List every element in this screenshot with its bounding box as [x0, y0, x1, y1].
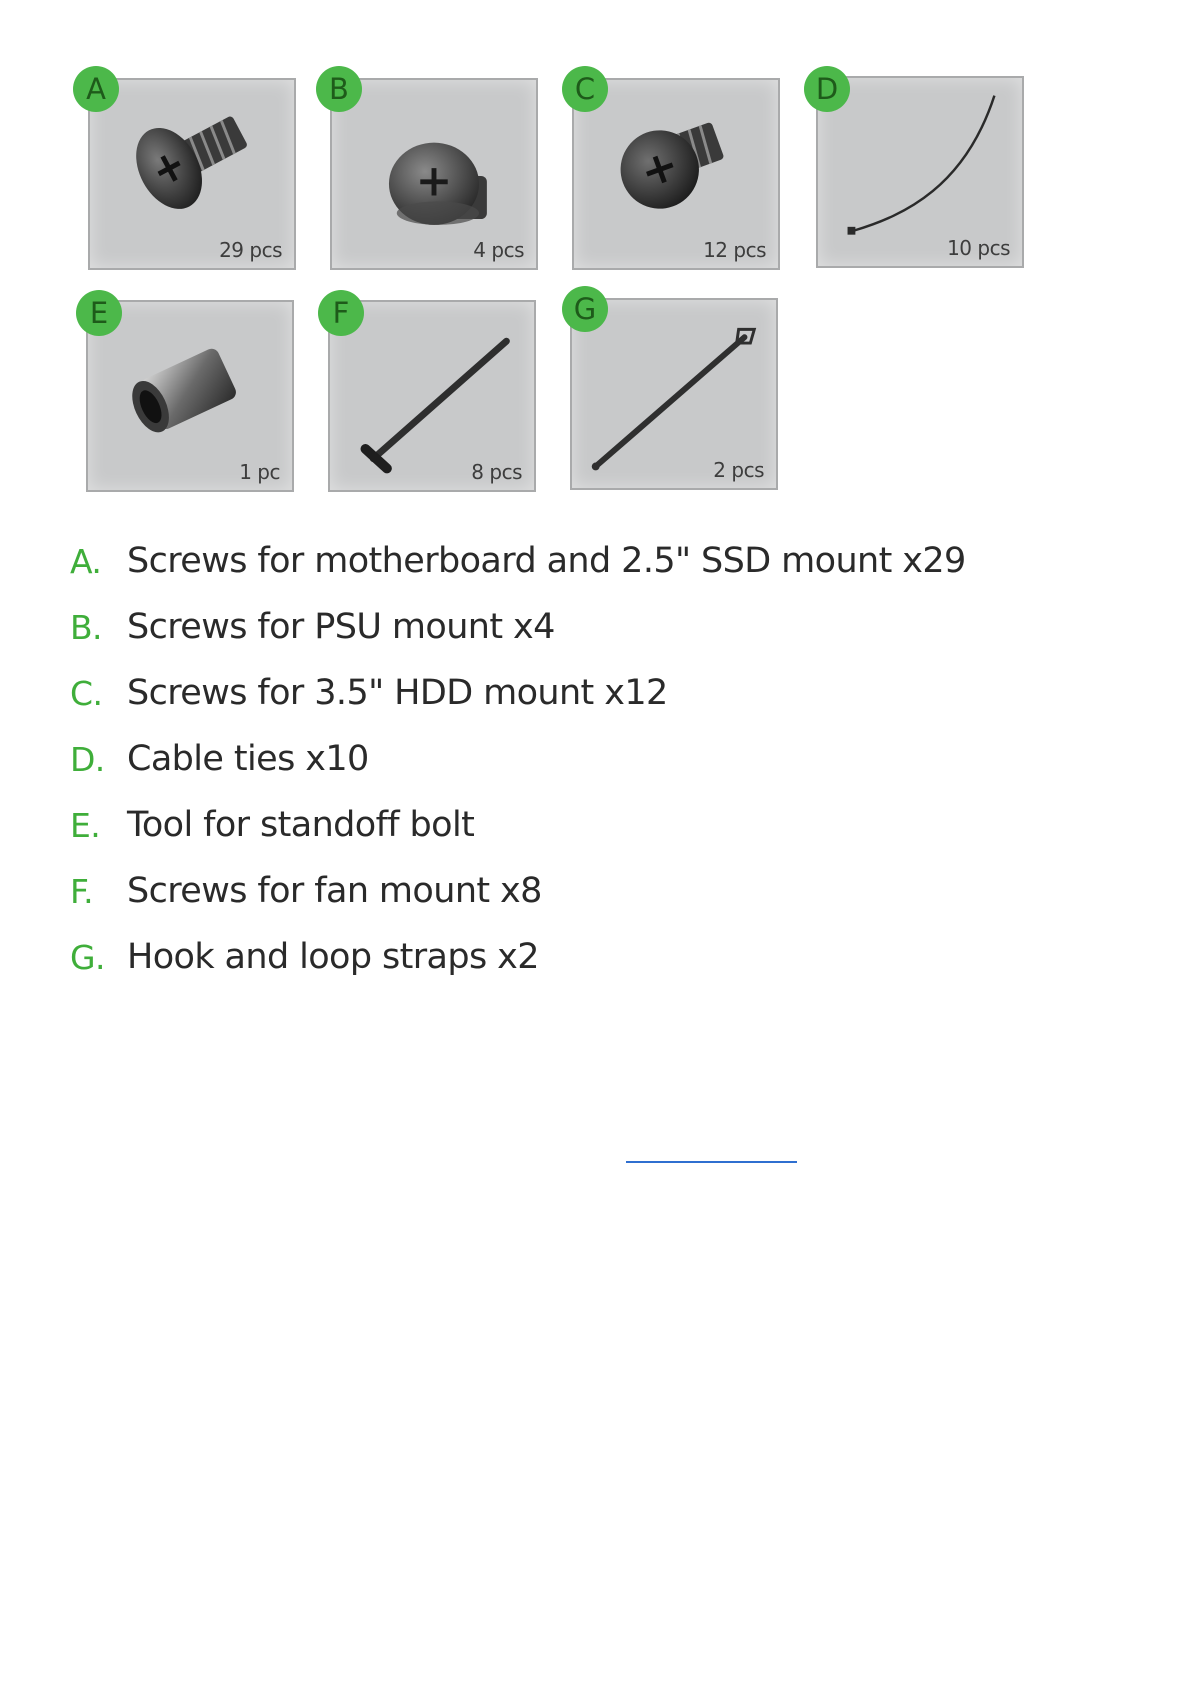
quantity-label: 2 pcs: [713, 458, 764, 482]
list-description: Tool for standoff bolt: [127, 805, 475, 845]
part-tile-a: [88, 78, 296, 270]
parts-list: [70, 528, 966, 990]
list-item: [70, 726, 966, 792]
badge-e: E: [76, 290, 122, 336]
list-letter: E.: [70, 805, 101, 845]
list-item: [70, 858, 966, 924]
part-tile-f: [328, 300, 536, 492]
quantity-label: 4 pcs: [473, 238, 524, 262]
badge-d: D: [804, 66, 850, 112]
list-letter: C.: [70, 673, 103, 713]
link-underline: [626, 1161, 797, 1163]
list-item: [70, 924, 966, 990]
badge-b: B: [316, 66, 362, 112]
badge-c: C: [562, 66, 608, 112]
badge-f: F: [318, 290, 364, 336]
list-item: [70, 594, 966, 660]
badge-a: A: [73, 66, 119, 112]
list-description: Screws for fan mount x8: [127, 871, 542, 911]
part-tile-d: [816, 76, 1024, 268]
list-item: [70, 528, 966, 594]
part-tile-e: [86, 300, 294, 492]
part-tile-b: [330, 78, 538, 270]
quantity-label: 12 pcs: [703, 238, 766, 262]
list-letter: B.: [70, 607, 102, 647]
quantity-label: 1 pc: [239, 460, 280, 484]
list-letter: F.: [70, 871, 93, 911]
list-description: Hook and loop straps x2: [127, 937, 539, 977]
list-description: Screws for 3.5" HDD mount x12: [127, 673, 668, 713]
part-tile-c: [572, 78, 780, 270]
quantity-label: 10 pcs: [947, 236, 1010, 260]
list-item: [70, 660, 966, 726]
part-tile-g: [570, 298, 778, 490]
list-item: [70, 792, 966, 858]
quantity-label: 29 pcs: [219, 238, 282, 262]
list-letter: A.: [70, 541, 102, 581]
quantity-label: 8 pcs: [471, 460, 522, 484]
badge-g: G: [562, 286, 608, 332]
list-letter: D.: [70, 739, 105, 779]
list-description: Cable ties x10: [127, 739, 369, 779]
list-description: Screws for motherboard and 2.5" SSD mount x29: [127, 541, 966, 581]
list-description: Screws for PSU mount x4: [127, 607, 555, 647]
list-letter: G.: [70, 937, 105, 977]
